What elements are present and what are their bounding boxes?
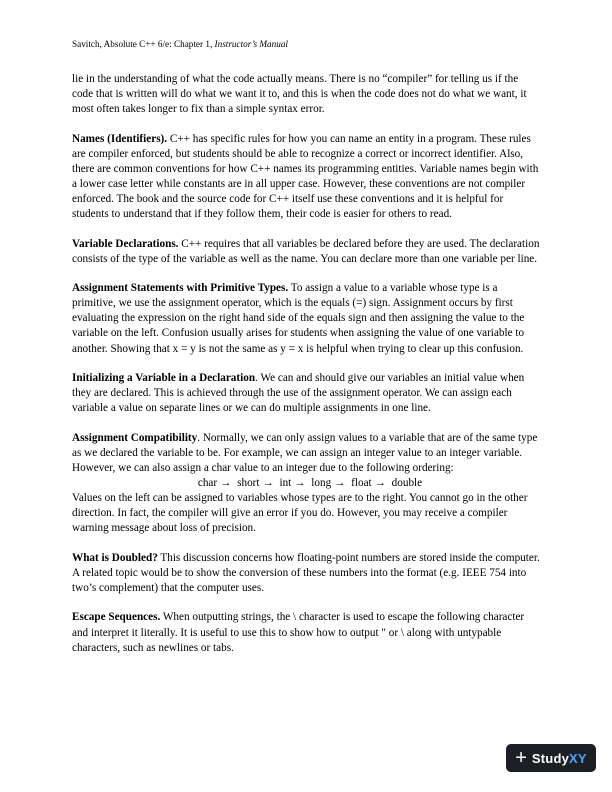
paragraph-initializing: [72, 371, 542, 416]
paragraph-text: . Normally, we can only assign values to a variable that are of the same type as we declared the variable to be. For example, we can assign an integer value to an integer variable. However, we can also assign a char value to an integer due to the following ordering:: [72, 431, 538, 474]
paragraph-text: This discussion concerns how floating-point numbers are stored inside the computer. A related topic would be to show the conversion of these numbers into the format (e.g. IEEE 754 into two’s complement) that the computer uses.: [72, 551, 540, 594]
paragraph-heading: What is Doubled?: [72, 551, 158, 564]
brand-study: Study: [531, 750, 570, 766]
right-arrow-icon: →: [220, 477, 232, 490]
paragraph-escape-sequences: [72, 610, 542, 655]
paragraph-heading: Names (Identifiers).: [72, 132, 168, 145]
brand-xy: XY: [569, 750, 587, 766]
paragraph-heading: Initializing a Variable in a Declaration: [72, 372, 256, 385]
paragraph-heading: Assignment Compatibility: [72, 431, 198, 444]
paragraph-heading: Escape Sequences.: [72, 611, 161, 624]
right-arrow-icon: →: [294, 477, 306, 490]
studyxy-badge[interactable]: [506, 744, 596, 772]
paragraph-text: C++ has specific rules for how you can name an entity in a program. These rules are compiler enforced, but students should be able to recognize a correct or incorrect identifier. Also, there are common conventions for how C++ names its programming entities. Variable names begin with a lower case letter while constants are in all upper case. However, these conventions are not compiler enforced. The book and the source code for C++ itself use these conventions and it is helpful for students to understand that if they follow them, their code is easier for others to read.: [72, 132, 539, 221]
right-arrow-icon: →: [262, 477, 274, 490]
paragraph-text: lie in the understanding of what the code actually means. There is no “compiler” for telling us if the code that is written will do what we want it to, and this is when the code does not do what we want, it most often takes longer to fix than a simple syntax error.: [72, 73, 527, 116]
type-char: char: [197, 477, 218, 490]
paragraph-text: C++ requires that all variables be declared before they are used. The declaration consists of the type of the variable as well as the name. You can declare more than one variable per line.: [72, 237, 540, 265]
paragraph-text: To assign a value to a variable whose type is a primitive, we use the assignment operator, which is the equals (=) sign. Assignment occurs by first evaluating the expression on the right hand side of the equals sign and then assigning the value to the variable on the left. Confusion usually arises for students when assigning the value of one variable to another. Showing that x = y is not the same as y = x is helpful when trying to clear up this confusion.: [72, 282, 525, 355]
paragraph-heading: Assignment Statements with Primitive Types.: [72, 282, 289, 295]
paragraph-assignment-statements: [72, 281, 542, 356]
running-header: [72, 38, 288, 50]
paragraph-names: [72, 132, 542, 223]
paragraph-continuation: [72, 72, 542, 117]
type-double: double: [391, 477, 423, 490]
type-ordering: [72, 476, 542, 491]
paragraph-variable-declarations: [72, 237, 542, 267]
paragraph-text: When outputting strings, the \ character is used to escape the following character and interpret it literally. It is useful to use this to show how to output " or \ along with untypable characters, such as newlines or tabs.: [72, 611, 525, 654]
brand-logo: [532, 751, 587, 766]
paragraph-text: . We can and should give our variables an initial value when they are declared. This is achieved through the use of the assignment operator. We can assign each variable a value on separate lines or we can do multiple assignments in one line.: [72, 372, 525, 415]
paragraph-text: Values on the left can be assigned to variables whose types are to the right. You cannot go in the other direction. In fact, the compiler will give an error if you do. However, you may receive a compiler warning message about loss of precision.: [72, 492, 528, 535]
right-arrow-icon: →: [374, 477, 386, 490]
paragraph-heading: Variable Declarations.: [72, 237, 179, 250]
header-prefix: Savitch, Absolute C++ 6/e: Chapter 1,: [72, 39, 215, 49]
type-float: float: [351, 477, 372, 490]
paragraph-assignment-compatibility: [72, 431, 542, 476]
type-long: long: [311, 477, 332, 490]
page-body: [72, 72, 542, 670]
type-int: int: [279, 477, 292, 490]
right-arrow-icon: →: [334, 477, 346, 490]
header-italic: Instructor’s Manual: [214, 39, 288, 49]
paragraph-values-left: [72, 491, 542, 536]
paragraph-what-is-doubled: [72, 551, 542, 596]
plus-icon: +: [515, 747, 527, 769]
type-short: short: [237, 477, 260, 490]
